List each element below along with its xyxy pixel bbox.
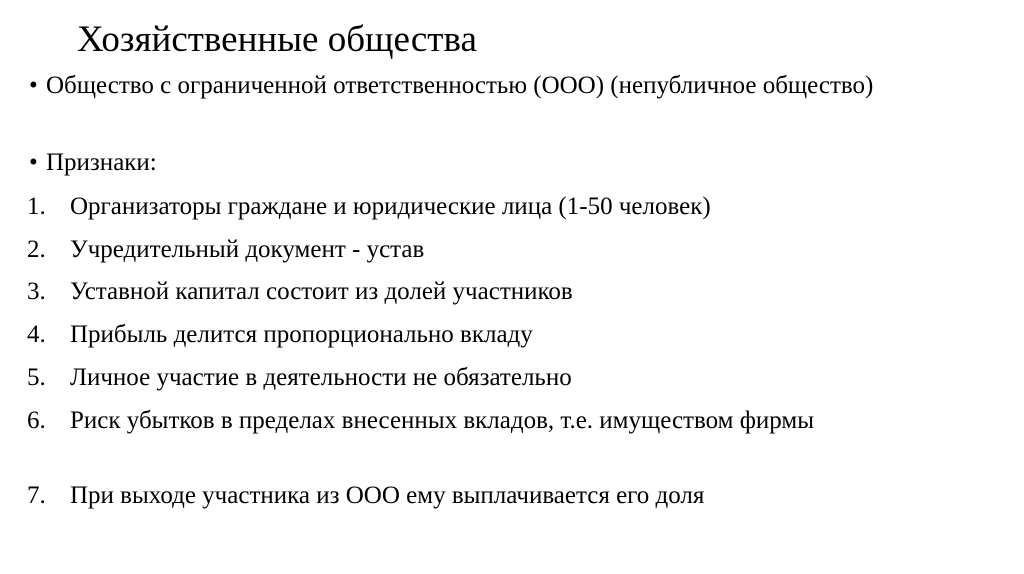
list-number: 3. (27, 278, 46, 305)
list-text: Организаторы граждане и юридические лица (1-50 человек) (70, 193, 711, 220)
bullet-text: Признаки: (46, 149, 157, 176)
list-number: 5. (27, 364, 46, 391)
list-text: Риск убытков в пределах внесенных вкладов, т.е. имуществом фирмы (70, 407, 815, 434)
list-number: 2. (27, 236, 46, 263)
list-text: Прибыль делится пропорционально вкладу (70, 321, 533, 348)
list-number: 4. (27, 321, 46, 348)
list-number: 6. (27, 407, 46, 434)
slide-title: Хозяйственные общества (77, 19, 477, 60)
list-text: Личное участие в деятельности не обязательно (70, 364, 572, 391)
list-number: 1. (27, 193, 46, 220)
list-number: 7. (27, 482, 46, 509)
list-text: Учредительный документ - устав (70, 236, 425, 263)
bullet-marker: • (29, 72, 38, 99)
list-text: При выходе участника из ООО ему выплачивается его доля (70, 482, 705, 509)
bullet-marker: • (29, 149, 38, 176)
bullet-text: Общество с ограниченной ответственностью (ООО) (непубличное общество) (46, 72, 874, 99)
list-text: Уставной капитал состоит из долей участников (70, 278, 573, 305)
